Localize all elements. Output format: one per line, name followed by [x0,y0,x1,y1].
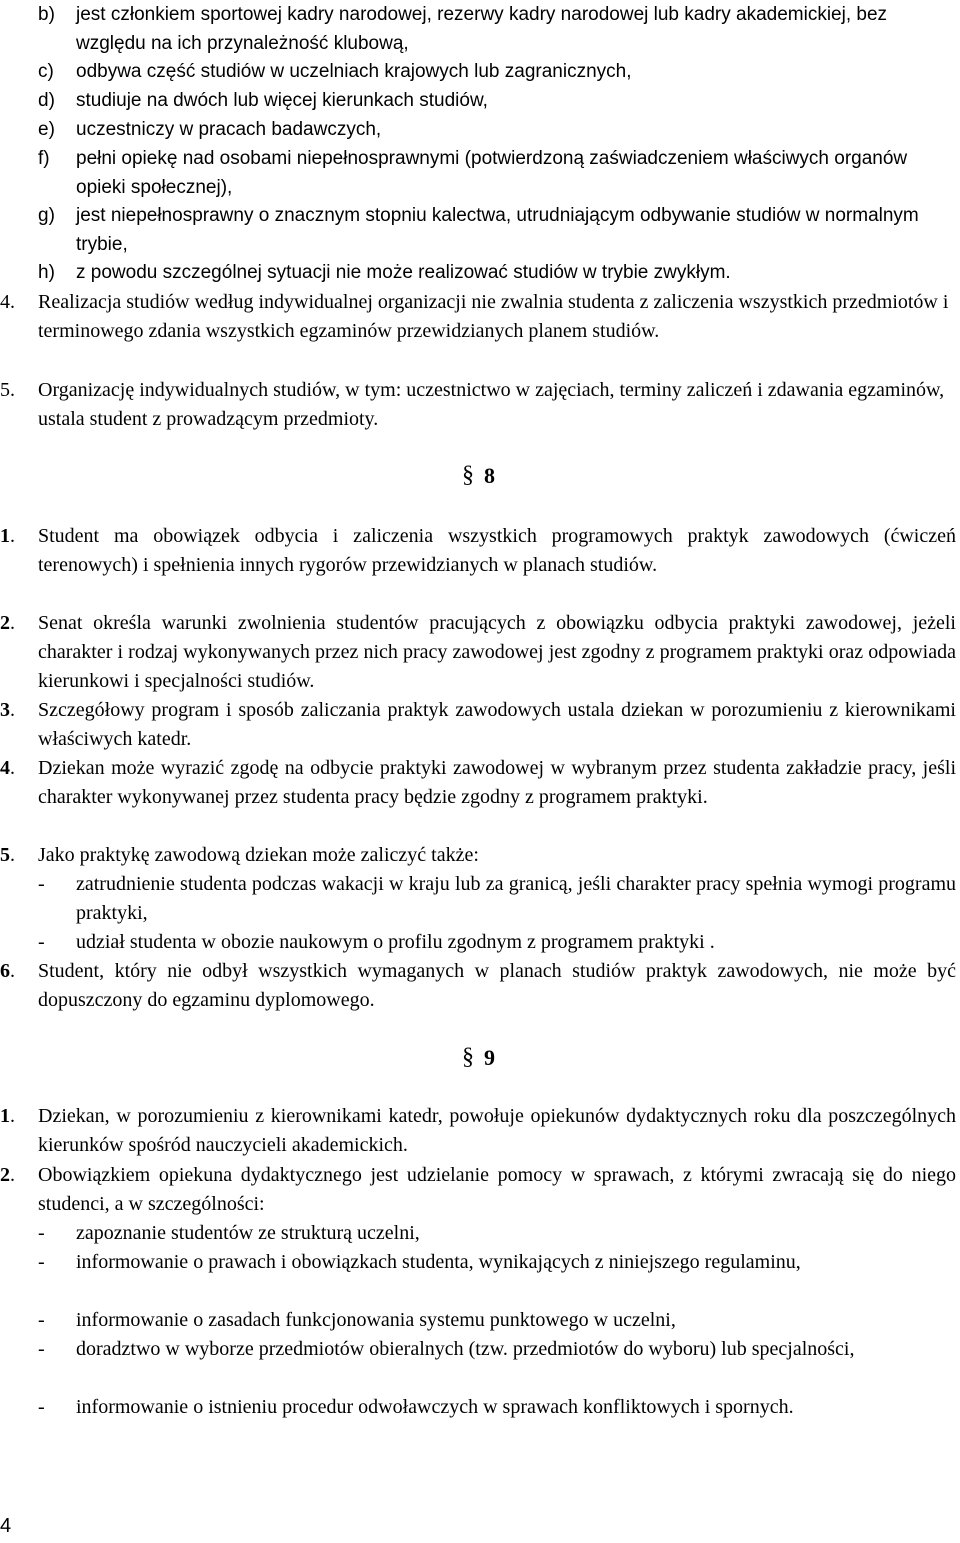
section-symbol: § [462,1044,474,1070]
dash-text: udział studenta w obozie naukowym o profilu zgodnym z programem praktyki . [76,931,715,953]
list-text: z powodu szczególnej sytuacji nie może realizować studiów w trybie zwykłym. [76,262,731,283]
list-text: jest niepełnosprawny o znacznym stopniu kalectwa, utrudniającym odbywanie studiów w normalnym trybie, [76,205,919,255]
paragraph-4 [0,288,956,346]
paragraph-text: Senat określa warunki zwolnienia studentów pracujących z obowiązku odbycia praktyki zawodowej, jeżeli charakter i rodzaj wykonywanych przez nich pracy zawodowej jest zgodny z programem praktyki oraz odpowiada kierunkowi i specjalności studiów. [38,612,956,692]
list-item-e [38,115,956,144]
paragraph-text: Organizację indywidualnych studiów, w tym: uczestnictwo w zajęciach, terminy zaliczeń i zdawania egzaminów, ustala student z prowadzącym przedmioty. [38,379,945,430]
dash-text: informowanie o zasadach funkcjonowania systemu punktowego w uczelni, [76,1309,676,1331]
list-label: b) [38,4,55,25]
section-heading-9 [462,1044,495,1071]
s8-paragraph-5: 5. Jako praktykę zawodową dziekan może zaliczyć także: [0,841,956,870]
list-label: g) [38,205,55,226]
paragraph-label: 2 [0,1164,10,1186]
paragraph-5 [0,376,956,434]
s8-paragraph-4: 4. Dziekan może wyrazić zgodę na odbycie praktyki zawodowej w wybranym przez studenta zakładzie pracy, jeśli charakter wykonywanej przez studenta pracy będzie zgodny z programem praktyki. [0,754,956,812]
s8-dash-item-1 [38,870,956,928]
paragraph-label: 6 [0,960,10,982]
s9-paragraph-1: 1. Dziekan, w porozumieniu z kierownikami katedr, powołuje opiekunów dydaktycznych roku dla poszczególnych kierunków spośród nauczycieli akademickich. [0,1102,956,1160]
list-label: d) [38,90,55,111]
paragraph-label: 3 [0,699,10,721]
list-item-d [38,86,956,115]
dash-bullet: - [38,931,45,953]
s8-dash-item-2 [38,928,956,957]
list-text: jest członkiem sportowej kadry narodowej, rezerwy kadry narodowej lub kadry akademickiej, bez względu na ich przynależność klubową, [76,4,888,54]
list-text: uczestniczy w pracach badawczych, [76,119,382,140]
s8-paragraph-3: 3. Szczegółowy program i sposób zaliczania praktyk zawodowych ustala dziekan w porozumieniu z kierownikami właściwych katedr. [0,696,956,754]
paragraph-text: Jako praktykę zawodową dziekan może zaliczyć także: [38,844,479,866]
s9-dash-item-1 [38,1219,956,1248]
paragraph-text: Dziekan może wyrazić zgodę na odbycie praktyki zawodowej w wybranym przez studenta zakładzie pracy, jeśli charakter wykonywanej przez studenta pracy będzie zgodny z programem praktyki. [38,757,956,808]
list-label: h) [38,262,55,283]
paragraph-label: 5. [0,379,15,401]
paragraph-label: 1 [0,525,10,547]
dash-bullet: - [38,1222,45,1244]
page-number: 4 [0,1515,12,1537]
paragraph-label: 5 [0,844,10,866]
paragraph-text: Szczegółowy program i sposób zaliczania praktyk zawodowych ustala dziekan w porozumieniu z kierownikami właściwych katedr. [38,699,956,750]
list-label: f) [38,148,50,169]
list-text: pełni opiekę nad osobami niepełnosprawnymi (potwierdzoną zaświadczeniem właściwych organów opieki społecznej), [76,148,908,198]
paragraph-text: Student, który nie odbył wszystkich wymaganych w planach studiów praktyk zawodowych, nie może być dopuszczony do egzaminu dyplomowego. [38,960,956,1011]
dash-bullet: - [38,1396,45,1418]
s8-paragraph-1: 1. Student ma obowiązek odbycia i zaliczenia wszystkich programowych praktyk zawodowych (ćwiczeń terenowych) i spełnienia innych rygorów przewidzianych w planach studiów. [0,522,956,580]
list-item-h [38,258,956,287]
dash-text: zatrudnienie studenta podczas wakacji w kraju lub za granicą, jeśli charakter pracy spełnia wymogi programu praktyki, [76,873,956,924]
dash-bullet: - [38,873,45,895]
dash-bullet: - [38,1309,45,1331]
list-item-c [38,57,956,86]
list-text: studiuje na dwóch lub więcej kierunkach studiów, [76,90,488,111]
section-number: 8 [484,462,495,488]
section-heading-8 [462,462,495,489]
paragraph-label: 4. [0,291,15,313]
s8-paragraph-6: 6. Student, który nie odbył wszystkich wymaganych w planach studiów praktyk zawodowych, nie może być dopuszczony do egzaminu dyplomowego. [0,957,956,1015]
dash-text: informowanie o prawach i obowiązkach studenta, wynikających z niniejszego regulaminu, [76,1251,801,1273]
list-item-g [38,201,956,259]
paragraph-text: Obowiązkiem opiekuna dydaktycznego jest udzielanie pomocy w sprawach, z którymi zwracają się do niego studenci, a w szczególności: [38,1164,956,1215]
section-number: 9 [484,1044,495,1070]
paragraph-label: 2 [0,612,10,634]
dash-bullet: - [38,1251,45,1273]
dash-bullet: - [38,1338,45,1360]
paragraph-text: Realizacja studiów według indywidualnej organizacji nie zwalnia studenta z zaliczenia wszystkich przedmiotów i terminowego zdania wszystkich egzaminów przewidzianych planem studiów. [38,291,949,342]
dash-text: zapoznanie studentów ze strukturą uczelni, [76,1222,420,1244]
s9-paragraph-2: 2. Obowiązkiem opiekuna dydaktycznego jest udzielanie pomocy w sprawach, z którymi zwracają się do niego studenci, a w szczególności: [0,1161,956,1219]
dash-text: informowanie o istnieniu procedur odwoławczych w sprawach konfliktowych i spornych. [76,1396,794,1418]
s8-paragraph-2: 2. Senat określa warunki zwolnienia studentów pracujących z obowiązku odbycia praktyki zawodowej, jeżeli charakter i rodzaj wykonywanych przez nich pracy zawodowej jest zgodny z programem praktyki oraz odpowiada kierunkowi i specjalności studiów. [0,609,956,696]
s9-dash-item-3 [38,1306,956,1335]
s9-dash-item-5 [38,1393,956,1422]
s9-dash-item-2 [38,1248,956,1277]
section-symbol: § [462,462,474,488]
s9-dash-item-4 [38,1335,956,1364]
list-item-b [38,0,956,58]
paragraph-text: Dziekan, w porozumieniu z kierownikami katedr, powołuje opiekunów dydaktycznych roku dla poszczególnych kierunków spośród nauczycieli akademickich. [38,1105,956,1156]
list-label: c) [38,61,54,82]
paragraph-label: 4 [0,757,10,779]
paragraph-label: 1 [0,1105,10,1127]
paragraph-text: Student ma obowiązek odbycia i zaliczenia wszystkich programowych praktyk zawodowych (ćwiczeń terenowych) i spełnienia innych rygorów przewidzianych w planach studiów. [38,525,956,576]
dash-text: doradztwo w wyborze przedmiotów obieralnych (tzw. przedmiotów do wyboru) lub specjalności, [76,1338,855,1360]
list-text: odbywa część studiów w uczelniach krajowych lub zagranicznych, [76,61,632,82]
list-label: e) [38,119,55,140]
list-item-f [38,144,956,202]
